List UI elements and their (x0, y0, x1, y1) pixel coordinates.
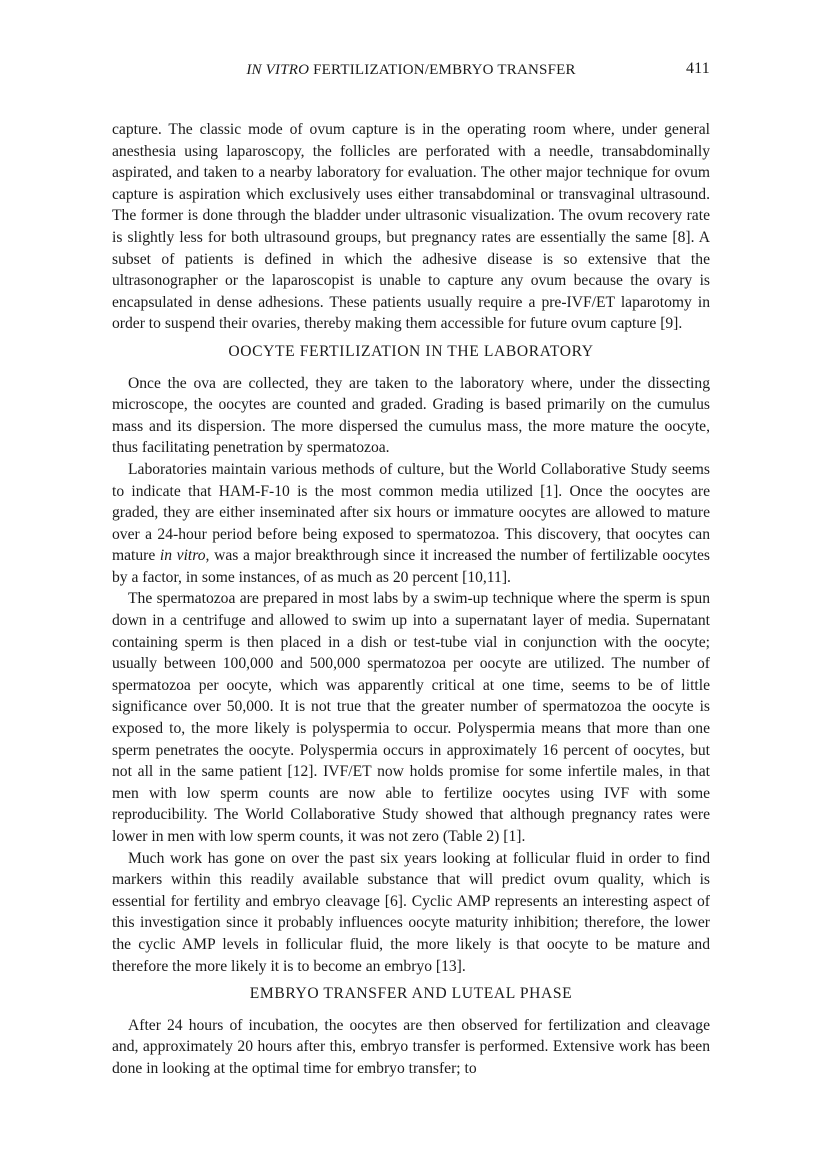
paragraph (112, 459, 710, 589)
running-head (112, 60, 710, 84)
running-head-title-rest: FERTILIZATION/EMBRYO TRANSFER (309, 62, 576, 78)
paragraph: The spermatozoa are prepared in most labs by a swim-up technique where the sperm is spun down in a centrifuge and allowed to swim up into a supernatant layer of media. Supernatant containing sperm is then placed in a dish or test-tube vial in conjunction with the oocyte; usually between 100,000 and 500,000 spermatozoa per oocyte are utilized. The number of spermatozoa per oocyte, which was apparently critical at one time, seems to be of little significance over 50,000. It is not true that the greater number of spermatozoa the oocyte is exposed to, the more likely is polyspermia to occur. Polyspermia means that more than one sperm penetrates the oocyte. Polyspermia occurs in approximately 16 percent of oocytes, but not all in the same patient [12]. IVF/ET now holds promise for some infertile males, in that men with low sperm counts are now able to fertilize oocytes using IVF with some reproducibility. The World Collaborative Study showed that although pregnancy rates were lower in men with low sperm counts, it was not zero (Table 2) [1]. (112, 590, 710, 845)
article-body (112, 119, 710, 1080)
paragraph: Much work has gone on over the past six years looking at follicular fluid in order to find markers within this readily available substance that will predict ovum quality, which is essential for fertility and embryo cleavage [6]. Cyclic AMP represents an interesting aspect of this investigation since it probably influences oocyte maturity inhibition; therefore, the lower the cyclic AMP levels in follicular fluid, the more likely is that oocyte to be mature and therefore the more likely it is to become an embryo [13]. (112, 849, 710, 975)
paragraph: capture. The classic mode of ovum capture is in the operating room where, under general anesthesia using laparoscopy, the follicles are perforated with a needle, transabdominally aspirated, and taken to a nearby laboratory for evaluation. The other major technique for ovum capture is aspiration which exclusively uses either transabdominal or transvaginal ultrasound. The former is done through the bladder under ultrasonic visualization. The ovum recovery rate is slightly less for both ultrasound groups, but pregnancy rates are essentially the same [8]. A subset of patients is defined in which the adhesive disease is so extensive that the ultrasonographer or the laparoscopist is unable to capture any ovum because the ovary is encapsulated in dense adhesions. These patients usually require a pre-IVF/ET laparotomy in order to suspend their ovaries, thereby making them accessible for future ovum capture [9]. (112, 121, 710, 333)
paragraph: After 24 hours of incubation, the oocytes are then observed for fertilization and cleavage and, approximately 20 hours after this, embryo transfer is performed. Extensive work has been done in looking at the optimal time for embryo transfer; to (112, 1016, 710, 1077)
running-head-title (112, 62, 710, 79)
paragraph: Once the ova are collected, they are taken to the laboratory where, under the dissecting microscope, the oocytes are counted and graded. Grading is based primarily on the cumulus mass and its dispersion. The more dispersed the cumulus mass, the more mature the oocyte, thus facilitating penetration by spermatozoa. (112, 374, 710, 457)
page-number: 411 (685, 60, 710, 77)
paragraph-text: was a major breakthrough since it increased the number of fertilizable oocytes by a factor, in some instances, of as much as 20 percent [10,11]. (112, 547, 710, 586)
italic-phrase: in vitro, (159, 547, 210, 565)
section-heading: OOCYTE FERTILIZATION IN THE LABORATORY (228, 342, 594, 360)
section-heading: EMBRYO TRANSFER AND LUTEAL PHASE (249, 985, 573, 1003)
journal-page (112, 60, 710, 1080)
paragraph-text: Laboratories maintain various methods of culture, but the World Collaborative Study seems to indicate that HAM-F-10 is the most common media utilized [1]. Once the oocytes are graded, they are either inseminated after six hours or immature oocytes are allowed to mature over a 24-hour period before being exposed to spermatozoa. This discovery, that oocytes can mature (112, 460, 710, 565)
running-head-title-italic: IN VITRO (246, 62, 310, 78)
